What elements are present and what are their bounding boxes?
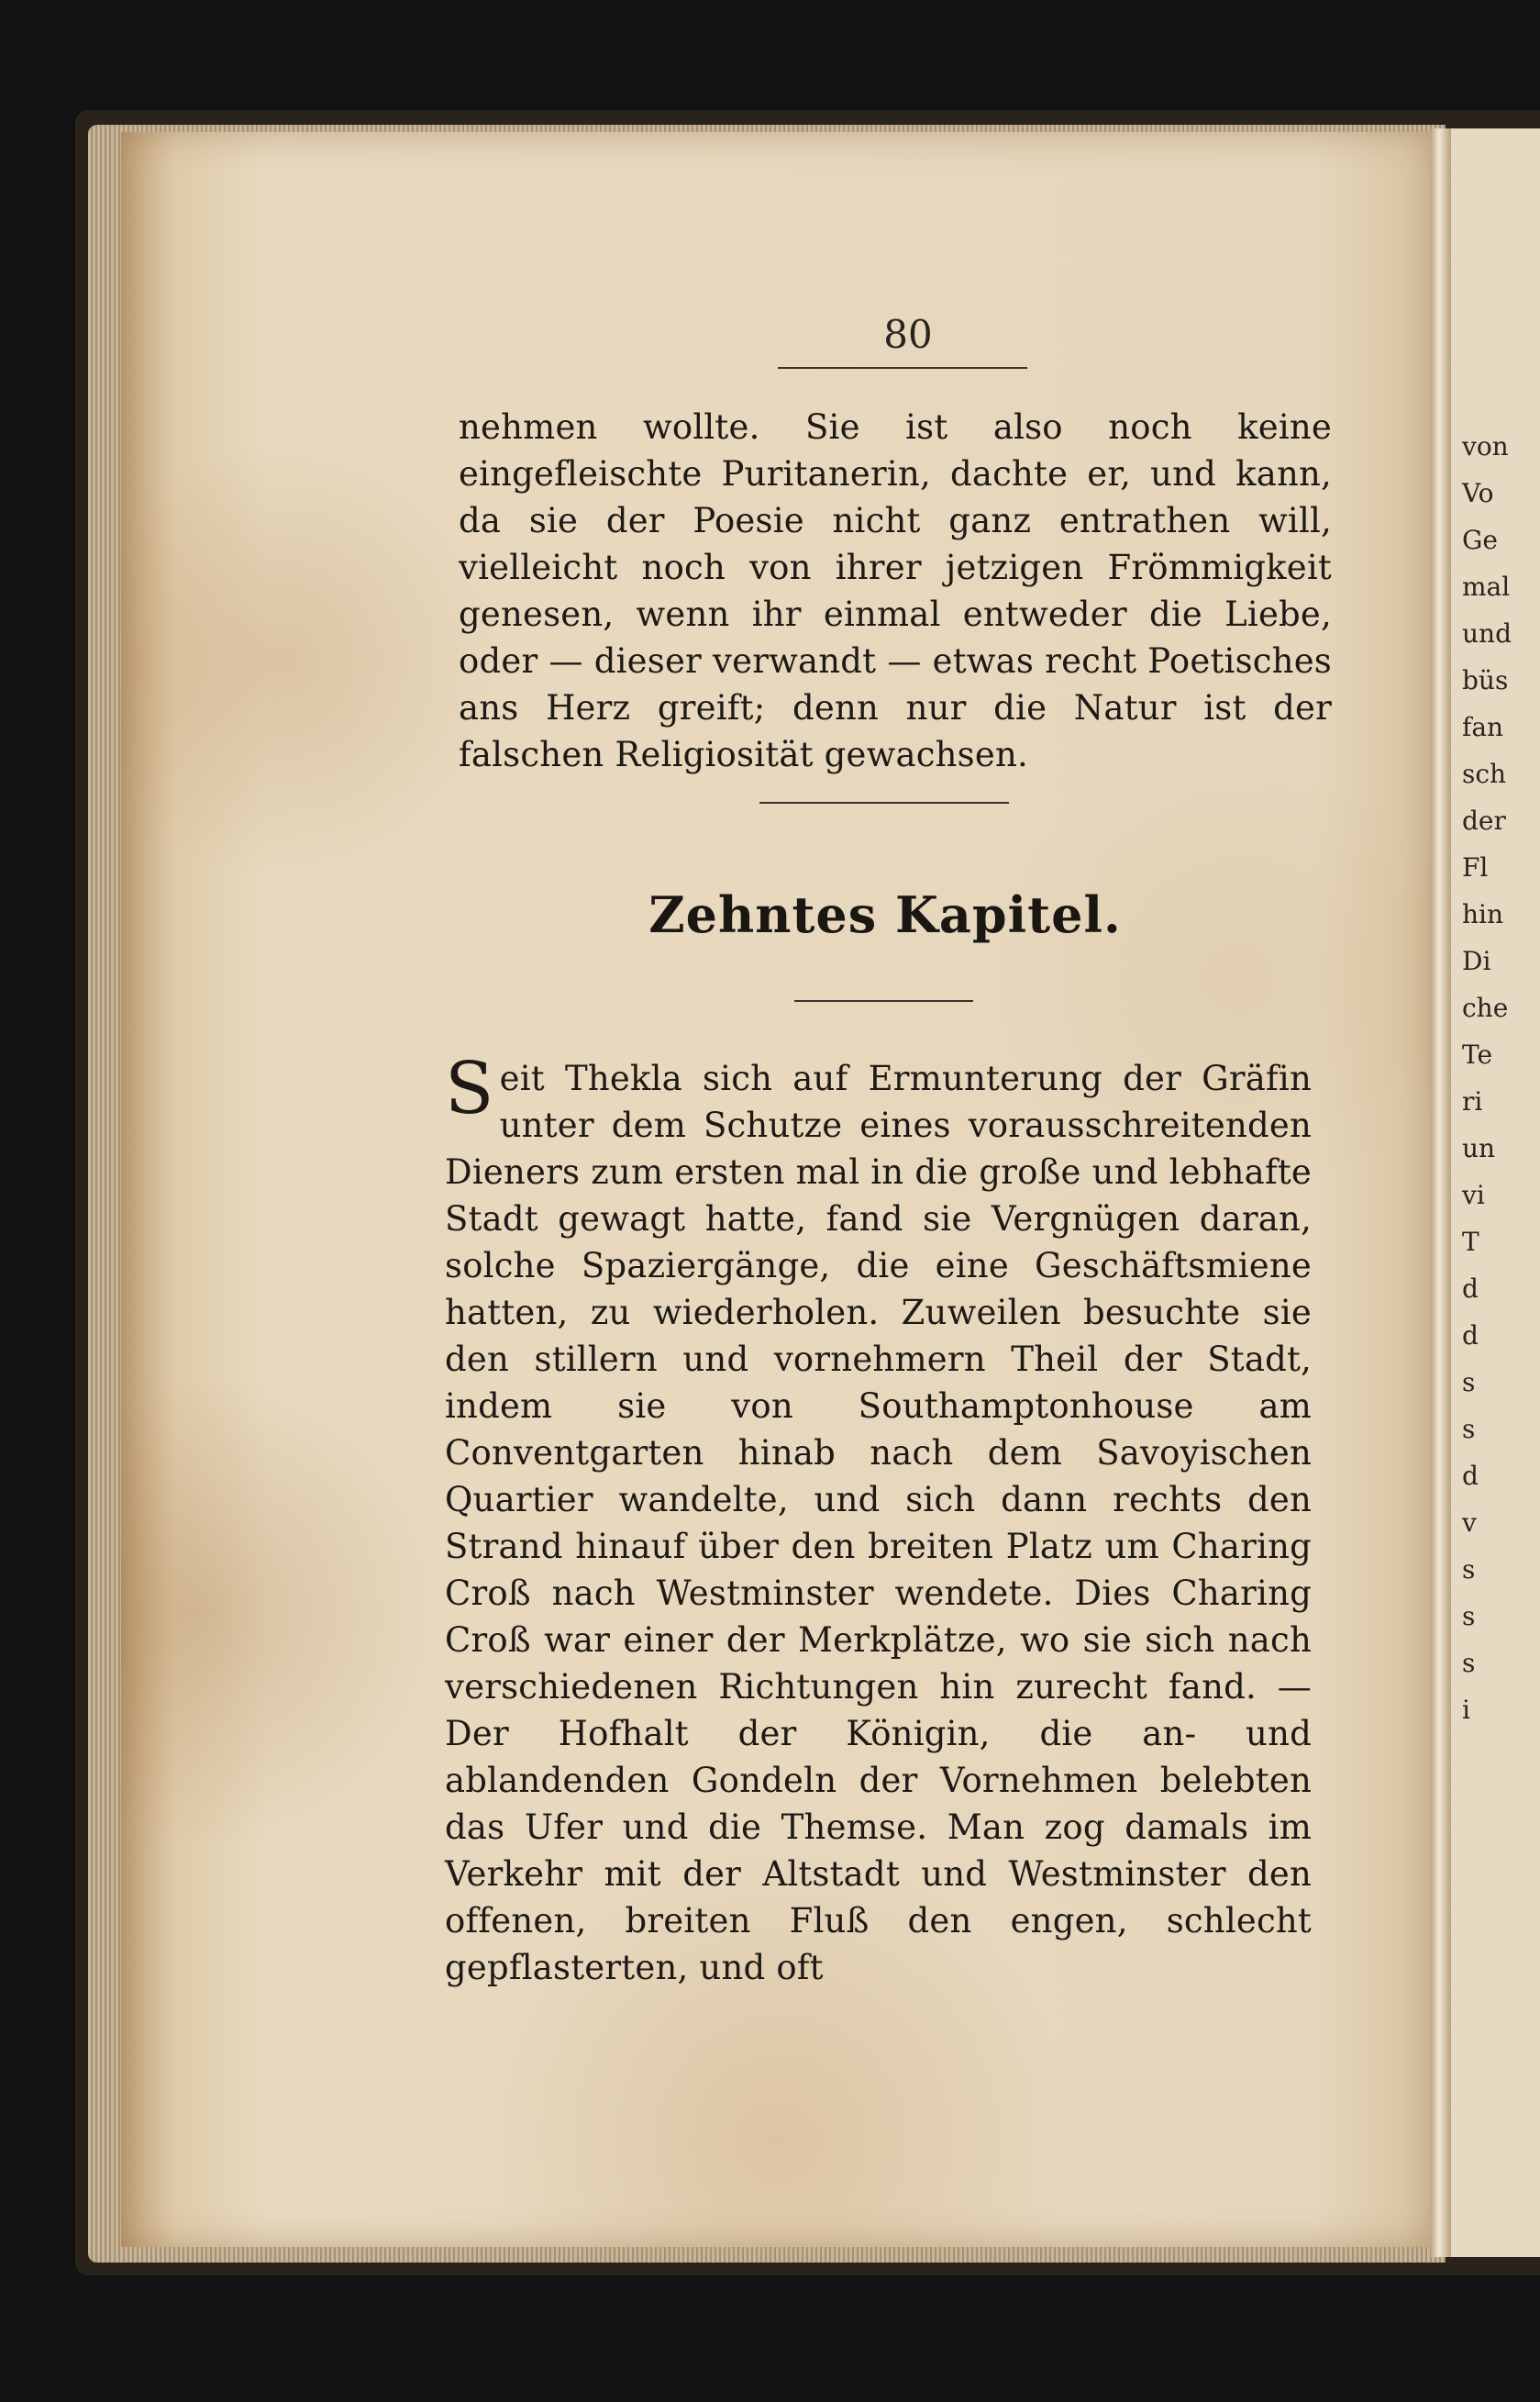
facing-page-fragment: ri: [1462, 1086, 1483, 1117]
facing-page-fragment: der: [1462, 806, 1506, 836]
facing-page-fragment: s: [1462, 1648, 1476, 1678]
facing-page-fragment: s: [1462, 1601, 1476, 1631]
chapter-heading: Zehntes Kapitel.: [648, 885, 1122, 944]
facing-page-fragment: Di: [1462, 946, 1491, 976]
facing-page-fragment: Vo: [1462, 478, 1494, 508]
facing-page: [1451, 128, 1540, 2257]
facing-page-fragment: fan: [1462, 712, 1504, 742]
drop-cap: S: [445, 1048, 494, 1130]
page-number: 80: [883, 312, 933, 357]
facing-page-fragment: T: [1462, 1227, 1479, 1257]
facing-page-fragment: i: [1462, 1695, 1470, 1725]
facing-page-fragment: Te: [1462, 1040, 1493, 1070]
facing-page-fragment: s: [1462, 1554, 1476, 1585]
facing-page-fragment: d: [1462, 1320, 1479, 1351]
facing-page-fragment: d: [1462, 1461, 1479, 1491]
facing-page-fragment: s: [1462, 1414, 1476, 1444]
book-gutter: [1431, 128, 1451, 2257]
facing-page-fragment: von: [1462, 431, 1509, 461]
facing-page-fragment: hin: [1462, 899, 1504, 929]
facing-page-fragment: s: [1462, 1367, 1476, 1397]
facing-page-fragment: Ge: [1462, 525, 1498, 555]
facing-page-fragment: sch: [1462, 759, 1507, 789]
continuation-paragraph: nehmen wollte. Sie ist also noch keine eingefleischte Puritanerin, dachte er, und kann, da sie der Poesie nicht ganz entrathen will, vielleicht noch von ihrer jetzigen Frömmigkeit genesen, wenn ihr einmal entweder die Liebe, oder — dieser verwandt — etwas recht Poetisches ans Herz greift; denn nur die Natur ist der falschen Religiosität gewachsen.: [459, 407, 1332, 774]
facing-page-fragment: mal: [1462, 572, 1511, 602]
facing-page-fragment: un: [1462, 1133, 1496, 1163]
facing-page-fragment: Fl: [1462, 852, 1489, 883]
header-rule: [778, 367, 1027, 369]
chapter-text: eit Thekla sich auf Ermunterung der Gräfin unter dem Schutze eines vorausschreitenden Dieners zum ersten mal in die große und lebhafte Stadt gewagt hatte, fand sie Vergnügen daran, solche Spaziergänge, die eine Geschäftsmiene hatten, zu wiederholen. Zuweilen besuchte sie den stillern und vornehmern Theil der Stadt, indem sie von Southamptonhouse am Conventgarten hinab nach dem Savoyischen Quartier wandelte, und sich dann rechts den Strand hinauf über den breiten Platz um Charing Croß nach Westminster wendete. Dies Charing Croß war einer der Merkplätze, wo sie sich nach verschiedenen Richtungen hin zurecht fand. — Der Hofhalt der Königin, die an- und ablandenden Gondeln der Vornehmen belebten das Ufer und die Themse. Man zog damals im Verkehr mit der Altstadt und Westminster den offenen, breiten Fluß den engen, schlecht gepflasterten, und oft: [445, 1059, 1312, 1987]
facing-page-fragment: vi: [1462, 1180, 1485, 1210]
chapter-paragraph: [445, 1048, 1312, 1991]
chapter-rule: [794, 1000, 973, 1002]
facing-page-fragment: d: [1462, 1273, 1479, 1304]
facing-page-fragment: und: [1462, 618, 1512, 649]
section-divider: [759, 802, 1009, 804]
facing-page-fragment: büs: [1462, 665, 1509, 695]
facing-page-fragment: v: [1462, 1507, 1477, 1538]
facing-page-fragment: che: [1462, 993, 1509, 1023]
